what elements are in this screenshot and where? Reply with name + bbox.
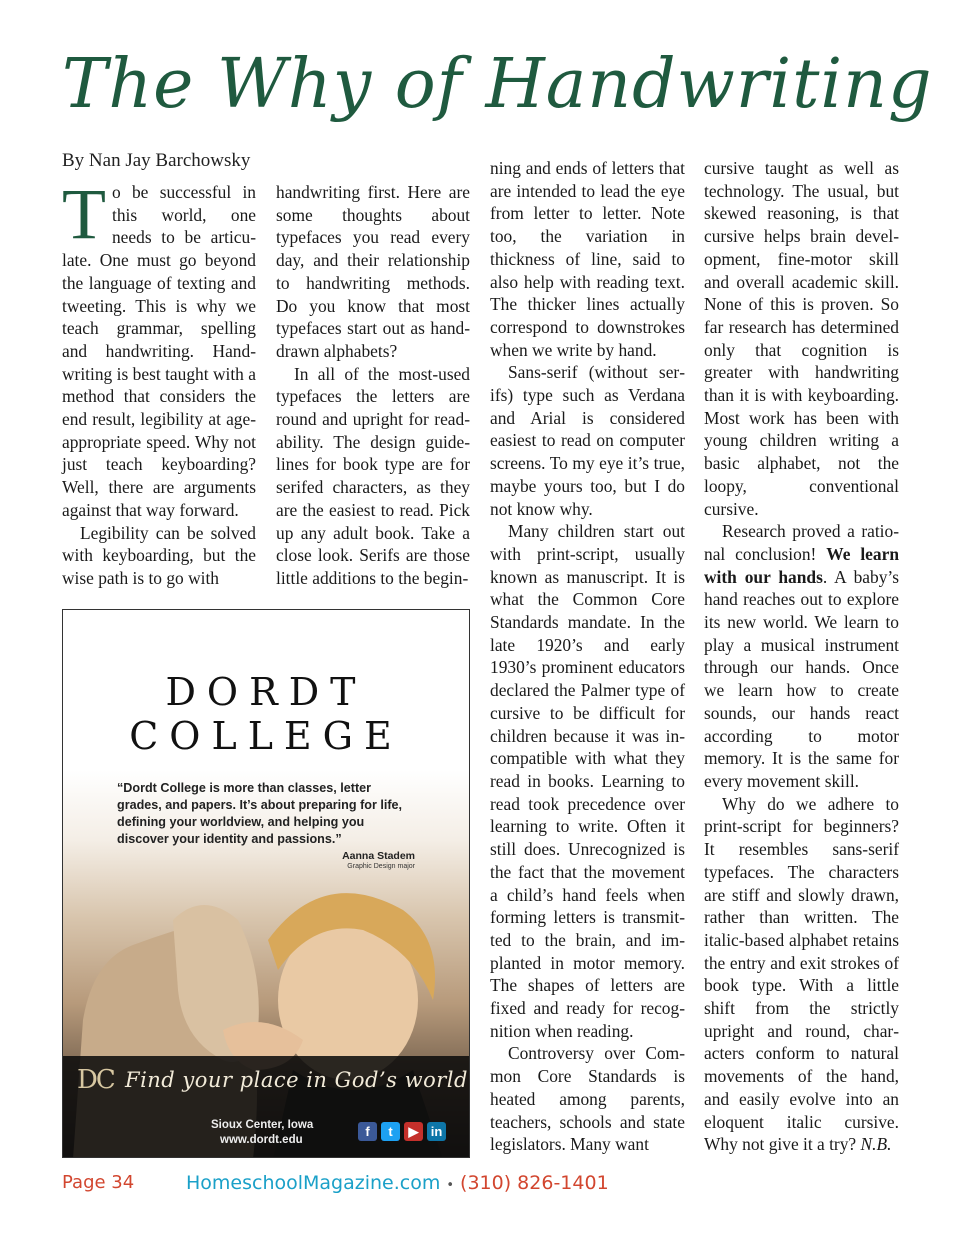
- emphasis-text: We learn with our hands: [704, 543, 899, 587]
- paragraph: Many children start out with print-script, usually known as manuscript. It is what the Common Core Standards mandate. In the late 1920’s and early 1930’s prominent educators declared the Palmer type of cursive to be difficult for children because it was incompatible with what they read in books. Learning to read took precedence over learning to write. Often it still does. Unrecognized is the fact that the movement a child’s hand feels when forming letters is transmitted to the brain, and implanted in motor memory. The shapes of letters are fixed and ready for recognition when reading.: [490, 521, 685, 1041]
- author-initials: N.B.: [860, 1134, 892, 1155]
- magazine-website-link[interactable]: HomeschoolMagazine.com: [186, 1172, 441, 1194]
- separator-icon: •: [446, 1178, 455, 1193]
- paragraph-text: . A baby’s hand reaches out to explore its new world. We learn to play a musical instrument through our hands. Once we learn how to create sounds, our hands react according to motor memory. It is the same for every movement skill.: [704, 566, 899, 791]
- paragraph-text: o be successful in this world, one needs to be articulate. One must go beyond the language of texting and tweeting. This is why we teach grammar, spelling and handwriting. Handwriting is best taught with a method that considers the end result, legibility at age-appropriate speed. Why not just teach keyboarding? Well, there are arguments against that way forward.: [62, 182, 256, 520]
- dordt-logo-line1: DORDT: [165, 670, 367, 714]
- article-column-2: [276, 181, 470, 590]
- ad-tagline: Find your place in God’s world: [125, 1068, 468, 1092]
- linkedin-icon[interactable]: in: [427, 1122, 446, 1141]
- phone-number: (310) 826-1401: [460, 1172, 609, 1194]
- college-advertisement[interactable]: [62, 609, 470, 1158]
- student-name: Aanna Stadem: [342, 850, 415, 862]
- youtube-icon[interactable]: ▶: [404, 1122, 423, 1141]
- page-number: Page 34: [62, 1172, 135, 1193]
- drop-cap: T: [62, 174, 106, 254]
- paragraph: handwriting first. Here are some thoughts about typefaces you read every day, and their relationship to handwriting methods. Do you know that most typefaces start out as hand-drawn alphabets?: [276, 182, 470, 361]
- article-column-1: [62, 174, 256, 590]
- student-major: Graphic Design major: [347, 863, 415, 870]
- paragraph: Legibility can be solved with keyboarding, but the wise path is to go with: [62, 522, 256, 588]
- paragraph-text: Research proved a rational conclusion!: [704, 521, 899, 564]
- facebook-icon[interactable]: f: [358, 1122, 377, 1141]
- byline: By Nan Jay Barchowsky: [62, 150, 251, 171]
- article-column-4: [704, 157, 899, 1156]
- article-column-3: [490, 157, 685, 1156]
- paragraph: [704, 520, 899, 792]
- paragraph: Controversy over Common Core Standards is heated among parents, teachers, schools and state legislators. Many want: [490, 1043, 685, 1155]
- paragraph: [62, 174, 256, 522]
- ad-website-link[interactable]: www.dordt.edu: [220, 1134, 303, 1146]
- paragraph: cursive taught as well as technology. The usual, but skewed reasoning, is that cursive helps brain development, fine-motor skill and overall academic skill. None of this is proven. So far research has determined only that cognition is greater with handwriting than it is with keyboarding. Most work has been with young children writing a basic alphabet, not the loopy, conventional cursive.: [704, 158, 899, 519]
- dordt-logo-line2: COLLEGE: [129, 714, 403, 758]
- paragraph-text: Why do we adhere to print-script for beginners? It resembles sans-serif typefaces. The characters are stiff and slowly drawn, rather than written. The italic-based alphabet retains the entry and exit strokes of book type. With a little shift from the strictly upright and round, characters conform to natural movements of the hand, and easily evolve into an eloquent italic cursive. Why not give it a try?: [704, 793, 899, 1155]
- paragraph: Sans-serif (without serifs) type such as Verdana and Arial is considered easiest to read on computer screens. To my eye it’s true, maybe yours too, but I do not know why.: [490, 362, 685, 519]
- dc-monogram-logo: DC: [77, 1065, 114, 1095]
- ad-location: Sioux Center, Iowa: [211, 1119, 314, 1131]
- paragraph: In all of the most-used typefaces the letters are round and upright for readability. The design guidelines for book type are for serifed characters, as they are the easiest to read. Pick up any adult book. Take a close look. Serifs are those little additions to the begin-: [276, 363, 470, 588]
- paragraph: ning and ends of letters that are intended to lead the eye from letter to letter. Note too, the variation in thickness of line, said to also help with reading text. The thicker lines actually correspond to downstrokes when we write by hand.: [490, 158, 685, 360]
- student-quote: “Dordt College is more than classes, letter grades, and papers. It’s about preparing for life, defining your worldview, and helping you discover your identity and passions.”: [117, 781, 403, 846]
- article-title: The Why of Handwriting: [62, 45, 933, 124]
- footer-contact: [186, 1172, 609, 1194]
- paragraph: [704, 793, 899, 1156]
- twitter-icon[interactable]: t: [381, 1122, 400, 1141]
